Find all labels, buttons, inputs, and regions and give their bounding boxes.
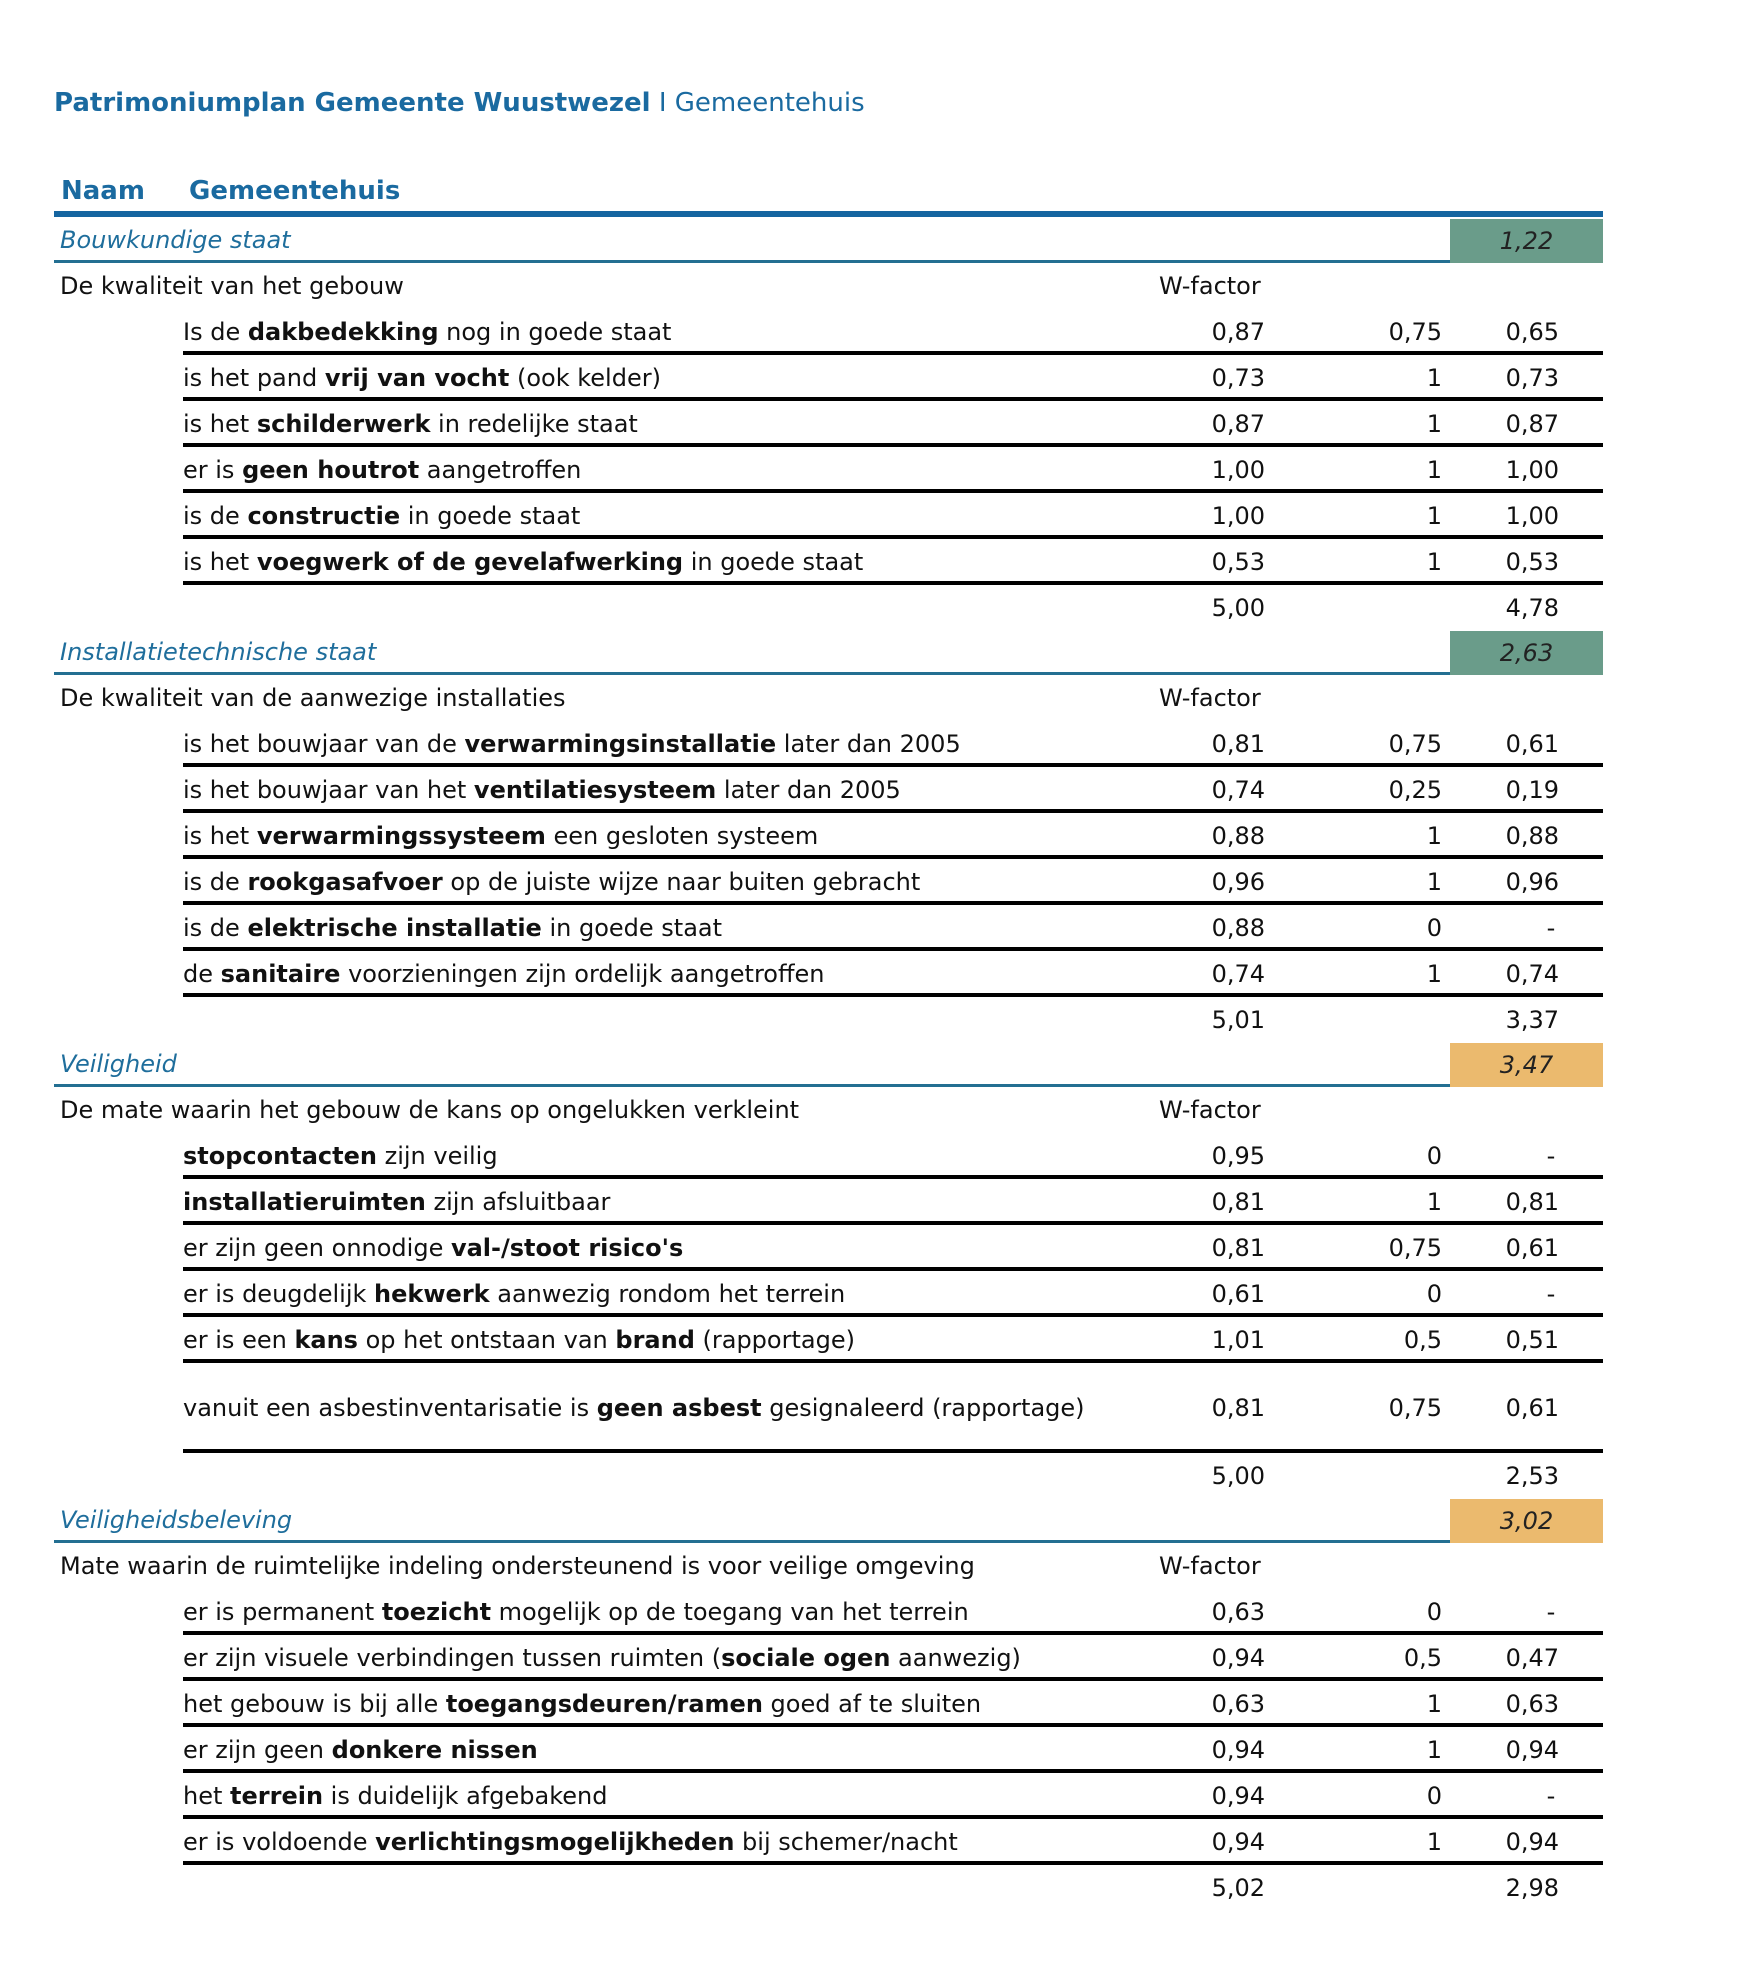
row-label-text: is het bouwjaar van de — [183, 730, 465, 758]
table-row — [54, 951, 1603, 997]
table-row — [54, 401, 1603, 447]
table-row — [54, 767, 1603, 813]
header-divider — [54, 211, 1603, 217]
assessment-table — [54, 219, 1603, 1911]
row-label — [183, 1142, 1140, 1170]
row-label-bold: installatieruimten — [183, 1188, 426, 1216]
factor-value: 0,75 — [1388, 1394, 1442, 1422]
total-w-factor: 5,02 — [1211, 1874, 1265, 1902]
section-intro-row — [54, 1543, 1603, 1589]
row-label-text: goed af te sluiten — [762, 1690, 982, 1718]
total-result: 2,53 — [1505, 1462, 1559, 1490]
section-header — [54, 1043, 1603, 1087]
factor-value: 0,5 — [1403, 1326, 1442, 1354]
table-row — [54, 493, 1603, 539]
factor-value: 1 — [1426, 410, 1442, 438]
row-label-bold: geen asbest — [596, 1394, 762, 1422]
factor-value: 0,5 — [1403, 1644, 1442, 1672]
w-factor-value: 0,81 — [1211, 1394, 1265, 1422]
factor-value: 1 — [1426, 1690, 1442, 1718]
factor-value: 1 — [1426, 548, 1442, 576]
row-label-bold: stopcontacten — [183, 1142, 377, 1170]
section-name: Veiligheid — [60, 1049, 177, 1078]
factor-value: 0 — [1426, 1280, 1442, 1308]
section-header — [54, 631, 1603, 675]
row-label — [183, 1188, 1140, 1216]
w-factor-value: 0,63 — [1211, 1598, 1265, 1626]
factor-value: 1 — [1426, 960, 1442, 988]
section-intro-row — [54, 263, 1603, 309]
w-factor-value: 0,87 — [1211, 410, 1265, 438]
row-label-text: het gebouw is bij alle — [183, 1690, 446, 1718]
w-factor-value: 0,94 — [1211, 1828, 1265, 1856]
row-label-bold: sanitaire — [220, 960, 341, 988]
table-row — [54, 1363, 1603, 1453]
total-w-factor: 5,00 — [1211, 594, 1265, 622]
row-label-bold: toezicht — [381, 1598, 492, 1626]
factor-value: 0,75 — [1388, 1234, 1442, 1262]
row-label-text: aangetroffen — [419, 456, 582, 484]
w-factor-value: 0,53 — [1211, 548, 1265, 576]
row-label-text: bij schemer/nacht — [734, 1828, 958, 1856]
result-value: 0,65 — [1505, 318, 1559, 346]
w-factor-value: 0,81 — [1211, 1234, 1265, 1262]
row-label — [183, 548, 1140, 576]
total-result: 2,98 — [1505, 1874, 1559, 1902]
table-row — [54, 1773, 1603, 1819]
factor-value: 0,25 — [1388, 776, 1442, 804]
table-row — [54, 721, 1603, 767]
table-row — [54, 1317, 1603, 1363]
section-name: Installatietechnische staat — [60, 637, 377, 666]
row-label-text: is de — [183, 868, 248, 896]
result-value: - — [1546, 1142, 1556, 1170]
result-value: 0,88 — [1505, 822, 1559, 850]
row-label — [183, 914, 1140, 942]
row-label-text: er zijn geen onnodige — [183, 1234, 451, 1262]
title-sub: I Gemeentehuis — [650, 88, 865, 118]
row-label-text: (ook kelder) — [509, 364, 661, 392]
row-label-text: in goede staat — [400, 502, 581, 530]
total-w-factor: 5,01 — [1211, 1006, 1265, 1034]
row-label-text: in goede staat — [683, 548, 864, 576]
table-row — [54, 859, 1603, 905]
total-w-factor: 5,00 — [1211, 1462, 1265, 1490]
row-label — [183, 1736, 1140, 1764]
row-label-bold: dakbedekking — [247, 318, 439, 346]
result-value: 0,61 — [1505, 730, 1559, 758]
w-factor-value: 1,00 — [1211, 502, 1265, 530]
row-label — [183, 868, 1140, 896]
result-value: 0,87 — [1505, 410, 1559, 438]
row-label — [183, 1782, 1140, 1810]
row-label-text: er zijn geen — [183, 1736, 332, 1764]
row-label-bold: schilderwerk — [256, 410, 431, 438]
row-label-text: aanwezig rondom het terrein — [489, 1280, 846, 1308]
w-factor-value: 0,88 — [1211, 914, 1265, 942]
row-label-text: er is voldoende — [183, 1828, 376, 1856]
title-main: Patrimoniumplan Gemeente Wuustwezel — [54, 88, 651, 118]
row-label-text: er zijn visuele verbindingen tussen ruimten ( — [183, 1644, 722, 1672]
w-factor-value: 1,01 — [1211, 1326, 1265, 1354]
page-title — [54, 88, 865, 118]
w-factor-value: 0,81 — [1211, 1188, 1265, 1216]
row-label — [183, 318, 1140, 346]
row-label — [183, 364, 1140, 392]
result-value: 0,53 — [1505, 548, 1559, 576]
w-factor-value: 0,94 — [1211, 1782, 1265, 1810]
w-factor-label: W-factor — [1159, 1096, 1261, 1124]
section-score: 3,02 — [1499, 1507, 1554, 1535]
result-value: - — [1546, 1782, 1556, 1810]
factor-value: 1 — [1426, 1828, 1442, 1856]
factor-value: 1 — [1426, 1736, 1442, 1764]
section-score: 3,47 — [1499, 1051, 1554, 1079]
table-row — [54, 813, 1603, 859]
row-label-text: in redelijke staat — [430, 410, 638, 438]
row-label — [183, 410, 1140, 438]
section-name: Bouwkundige staat — [60, 225, 291, 254]
row-label-text: Is de — [183, 318, 248, 346]
row-label-text: is de — [183, 502, 248, 530]
row-label — [183, 1690, 1140, 1718]
w-factor-value: 0,74 — [1211, 776, 1265, 804]
row-label — [183, 456, 1140, 484]
row-label — [183, 1644, 1140, 1672]
factor-value: 1 — [1426, 456, 1442, 484]
row-label — [183, 1394, 1140, 1422]
row-label — [183, 1326, 1140, 1354]
w-factor-value: 1,00 — [1211, 456, 1265, 484]
total-result: 3,37 — [1505, 1006, 1559, 1034]
section-name: Veiligheidsbeleving — [60, 1505, 293, 1534]
row-label-text: nog in goede staat — [438, 318, 672, 346]
result-value: 1,00 — [1505, 502, 1559, 530]
row-label-text: is het — [183, 548, 257, 576]
name-label: Naam — [61, 176, 145, 206]
section-intro-row — [54, 1087, 1603, 1133]
row-label-bold: verwarmingsinstallatie — [464, 730, 777, 758]
factor-value: 1 — [1426, 502, 1442, 530]
section-score: 2,63 — [1499, 639, 1554, 667]
row-label — [183, 502, 1140, 530]
result-value: 0,74 — [1505, 960, 1559, 988]
row-label-text: is duidelijk afgebakend — [323, 1782, 608, 1810]
w-factor-value: 0,74 — [1211, 960, 1265, 988]
row-label-text: het — [183, 1782, 231, 1810]
w-factor-value: 0,73 — [1211, 364, 1265, 392]
row-label-bold: sociale ogen — [721, 1644, 891, 1672]
row-label-text: voorzieningen zijn ordelijk aangetroffen — [340, 960, 825, 988]
row-label-bold: brand — [615, 1326, 695, 1354]
table-row — [54, 905, 1603, 951]
row-label-text: op het ontstaan van — [357, 1326, 616, 1354]
factor-value: 0 — [1426, 1598, 1442, 1626]
factor-value: 1 — [1426, 822, 1442, 850]
result-value: - — [1546, 914, 1556, 942]
row-label-text: is het — [183, 822, 257, 850]
row-label-text: is het bouwjaar van het — [183, 776, 474, 804]
table-row — [54, 309, 1603, 355]
row-label-text: gesignaleerd (rapportage) — [761, 1394, 1085, 1422]
row-label-text: zijn veilig — [376, 1142, 498, 1170]
row-label-bold: constructie — [247, 502, 401, 530]
table-row — [54, 1681, 1603, 1727]
result-value: 0,81 — [1505, 1188, 1559, 1216]
section-intro: De kwaliteit van het gebouw — [60, 272, 404, 300]
row-label-text: de — [183, 960, 221, 988]
section-intro-row — [54, 675, 1603, 721]
factor-value: 1 — [1426, 1188, 1442, 1216]
factor-value: 0 — [1426, 1142, 1442, 1170]
w-factor-value: 0,88 — [1211, 822, 1265, 850]
section-intro: Mate waarin de ruimtelijke indeling ondersteunend is voor veilige omgeving — [60, 1552, 975, 1580]
table-row — [54, 1179, 1603, 1225]
factor-value: 0 — [1426, 914, 1442, 942]
row-label-bold: val-/stoot risico's — [450, 1234, 684, 1262]
row-label — [183, 730, 1140, 758]
row-label — [183, 822, 1140, 850]
row-label-bold: kans — [294, 1326, 358, 1354]
w-factor-label: W-factor — [1159, 1552, 1261, 1580]
section-total-row — [54, 1865, 1603, 1911]
section-score: 1,22 — [1499, 227, 1554, 255]
result-value: 0,61 — [1505, 1234, 1559, 1262]
result-value: - — [1546, 1280, 1556, 1308]
w-factor-value: 0,94 — [1211, 1736, 1265, 1764]
section-header — [54, 1499, 1603, 1543]
section-intro: De kwaliteit van de aanwezige installaties — [60, 684, 566, 712]
w-factor-label: W-factor — [1159, 684, 1261, 712]
row-label-bold: rookgasafvoer — [247, 868, 443, 896]
w-factor-value: 0,96 — [1211, 868, 1265, 896]
table-row — [54, 1225, 1603, 1271]
row-label — [183, 1234, 1140, 1262]
result-value: 0,19 — [1505, 776, 1559, 804]
row-label — [183, 1280, 1140, 1308]
result-value: 1,00 — [1505, 456, 1559, 484]
row-label-text: (rapportage) — [694, 1326, 855, 1354]
row-label-text: er is — [183, 456, 243, 484]
w-factor-value: 0,81 — [1211, 730, 1265, 758]
w-factor-label: W-factor — [1159, 272, 1261, 300]
result-value: 0,73 — [1505, 364, 1559, 392]
row-label — [183, 1598, 1140, 1626]
factor-value: 1 — [1426, 364, 1442, 392]
row-label-text: zijn afsluitbaar — [425, 1188, 611, 1216]
w-factor-value: 0,87 — [1211, 318, 1265, 346]
table-row — [54, 355, 1603, 401]
section-header — [54, 219, 1603, 263]
row-label-text: vanuit een asbestinventarisatie is — [183, 1394, 597, 1422]
row-label-bold: toegangsdeuren/ramen — [445, 1690, 763, 1718]
row-label — [183, 776, 1140, 804]
result-value: 0,47 — [1505, 1644, 1559, 1672]
row-label-text: later dan 2005 — [776, 730, 961, 758]
result-value: 0,94 — [1505, 1828, 1559, 1856]
table-row — [54, 539, 1603, 585]
w-factor-value: 0,94 — [1211, 1644, 1265, 1672]
factor-value: 0,75 — [1388, 318, 1442, 346]
row-label-text: mogelijk op de toegang van het terrein — [491, 1598, 969, 1626]
table-row — [54, 1271, 1603, 1317]
w-factor-value: 0,63 — [1211, 1690, 1265, 1718]
section-score-box — [1450, 219, 1603, 263]
row-label — [183, 1828, 1140, 1856]
table-row — [54, 1589, 1603, 1635]
row-label-text: in goede staat — [541, 914, 723, 942]
result-value: 0,51 — [1505, 1326, 1559, 1354]
row-label-bold: donkere nissen — [331, 1736, 538, 1764]
table-row — [54, 447, 1603, 493]
row-label-text: er is een — [183, 1326, 295, 1354]
section-score-box — [1450, 1499, 1603, 1543]
row-label-text: op de juiste wijze naar buiten gebracht — [442, 868, 921, 896]
row-label-bold: geen houtrot — [242, 456, 420, 484]
section-intro: De mate waarin het gebouw de kans op ongelukken verkleint — [60, 1096, 800, 1124]
row-label-text: is het pand — [183, 364, 325, 392]
section-total-row — [54, 997, 1603, 1043]
total-result: 4,78 — [1505, 594, 1559, 622]
section-score-box — [1450, 631, 1603, 675]
row-label-text: er is deugdelijk — [183, 1280, 375, 1308]
row-label-text: is het — [183, 410, 257, 438]
row-label-bold: elektrische installatie — [247, 914, 542, 942]
row-label-bold: ventilatiesysteem — [473, 776, 717, 804]
section-total-row — [54, 1453, 1603, 1499]
row-label-text: later dan 2005 — [716, 776, 901, 804]
row-label-text: aanwezig) — [890, 1644, 1021, 1672]
result-value: 0,63 — [1505, 1690, 1559, 1718]
name-value: Gemeentehuis — [189, 176, 401, 206]
factor-value: 1 — [1426, 868, 1442, 896]
w-factor-value: 0,61 — [1211, 1280, 1265, 1308]
table-row — [54, 1635, 1603, 1681]
row-label-bold: verlichtingsmogelijkheden — [375, 1828, 735, 1856]
table-row — [54, 1133, 1603, 1179]
table-row — [54, 1727, 1603, 1773]
section-total-row — [54, 585, 1603, 631]
result-value: 0,96 — [1505, 868, 1559, 896]
section-score-box — [1450, 1043, 1603, 1087]
row-label — [183, 960, 1140, 988]
row-label-bold: voegwerk of de gevelafwerking — [256, 548, 684, 576]
w-factor-value: 0,95 — [1211, 1142, 1265, 1170]
result-value: 0,94 — [1505, 1736, 1559, 1764]
factor-value: 0,75 — [1388, 730, 1442, 758]
row-label-bold: vrij van vocht — [324, 364, 510, 392]
row-label-bold: hekwerk — [374, 1280, 490, 1308]
result-value: 0,61 — [1505, 1394, 1559, 1422]
row-label-text: is de — [183, 914, 248, 942]
row-label-text: een gesloten systeem — [545, 822, 819, 850]
table-row — [54, 1819, 1603, 1865]
row-label-bold: verwarmingssysteem — [256, 822, 546, 850]
row-label-bold: terrein — [230, 1782, 324, 1810]
factor-value: 0 — [1426, 1782, 1442, 1810]
result-value: - — [1546, 1598, 1556, 1626]
row-label-text: er is permanent — [183, 1598, 382, 1626]
